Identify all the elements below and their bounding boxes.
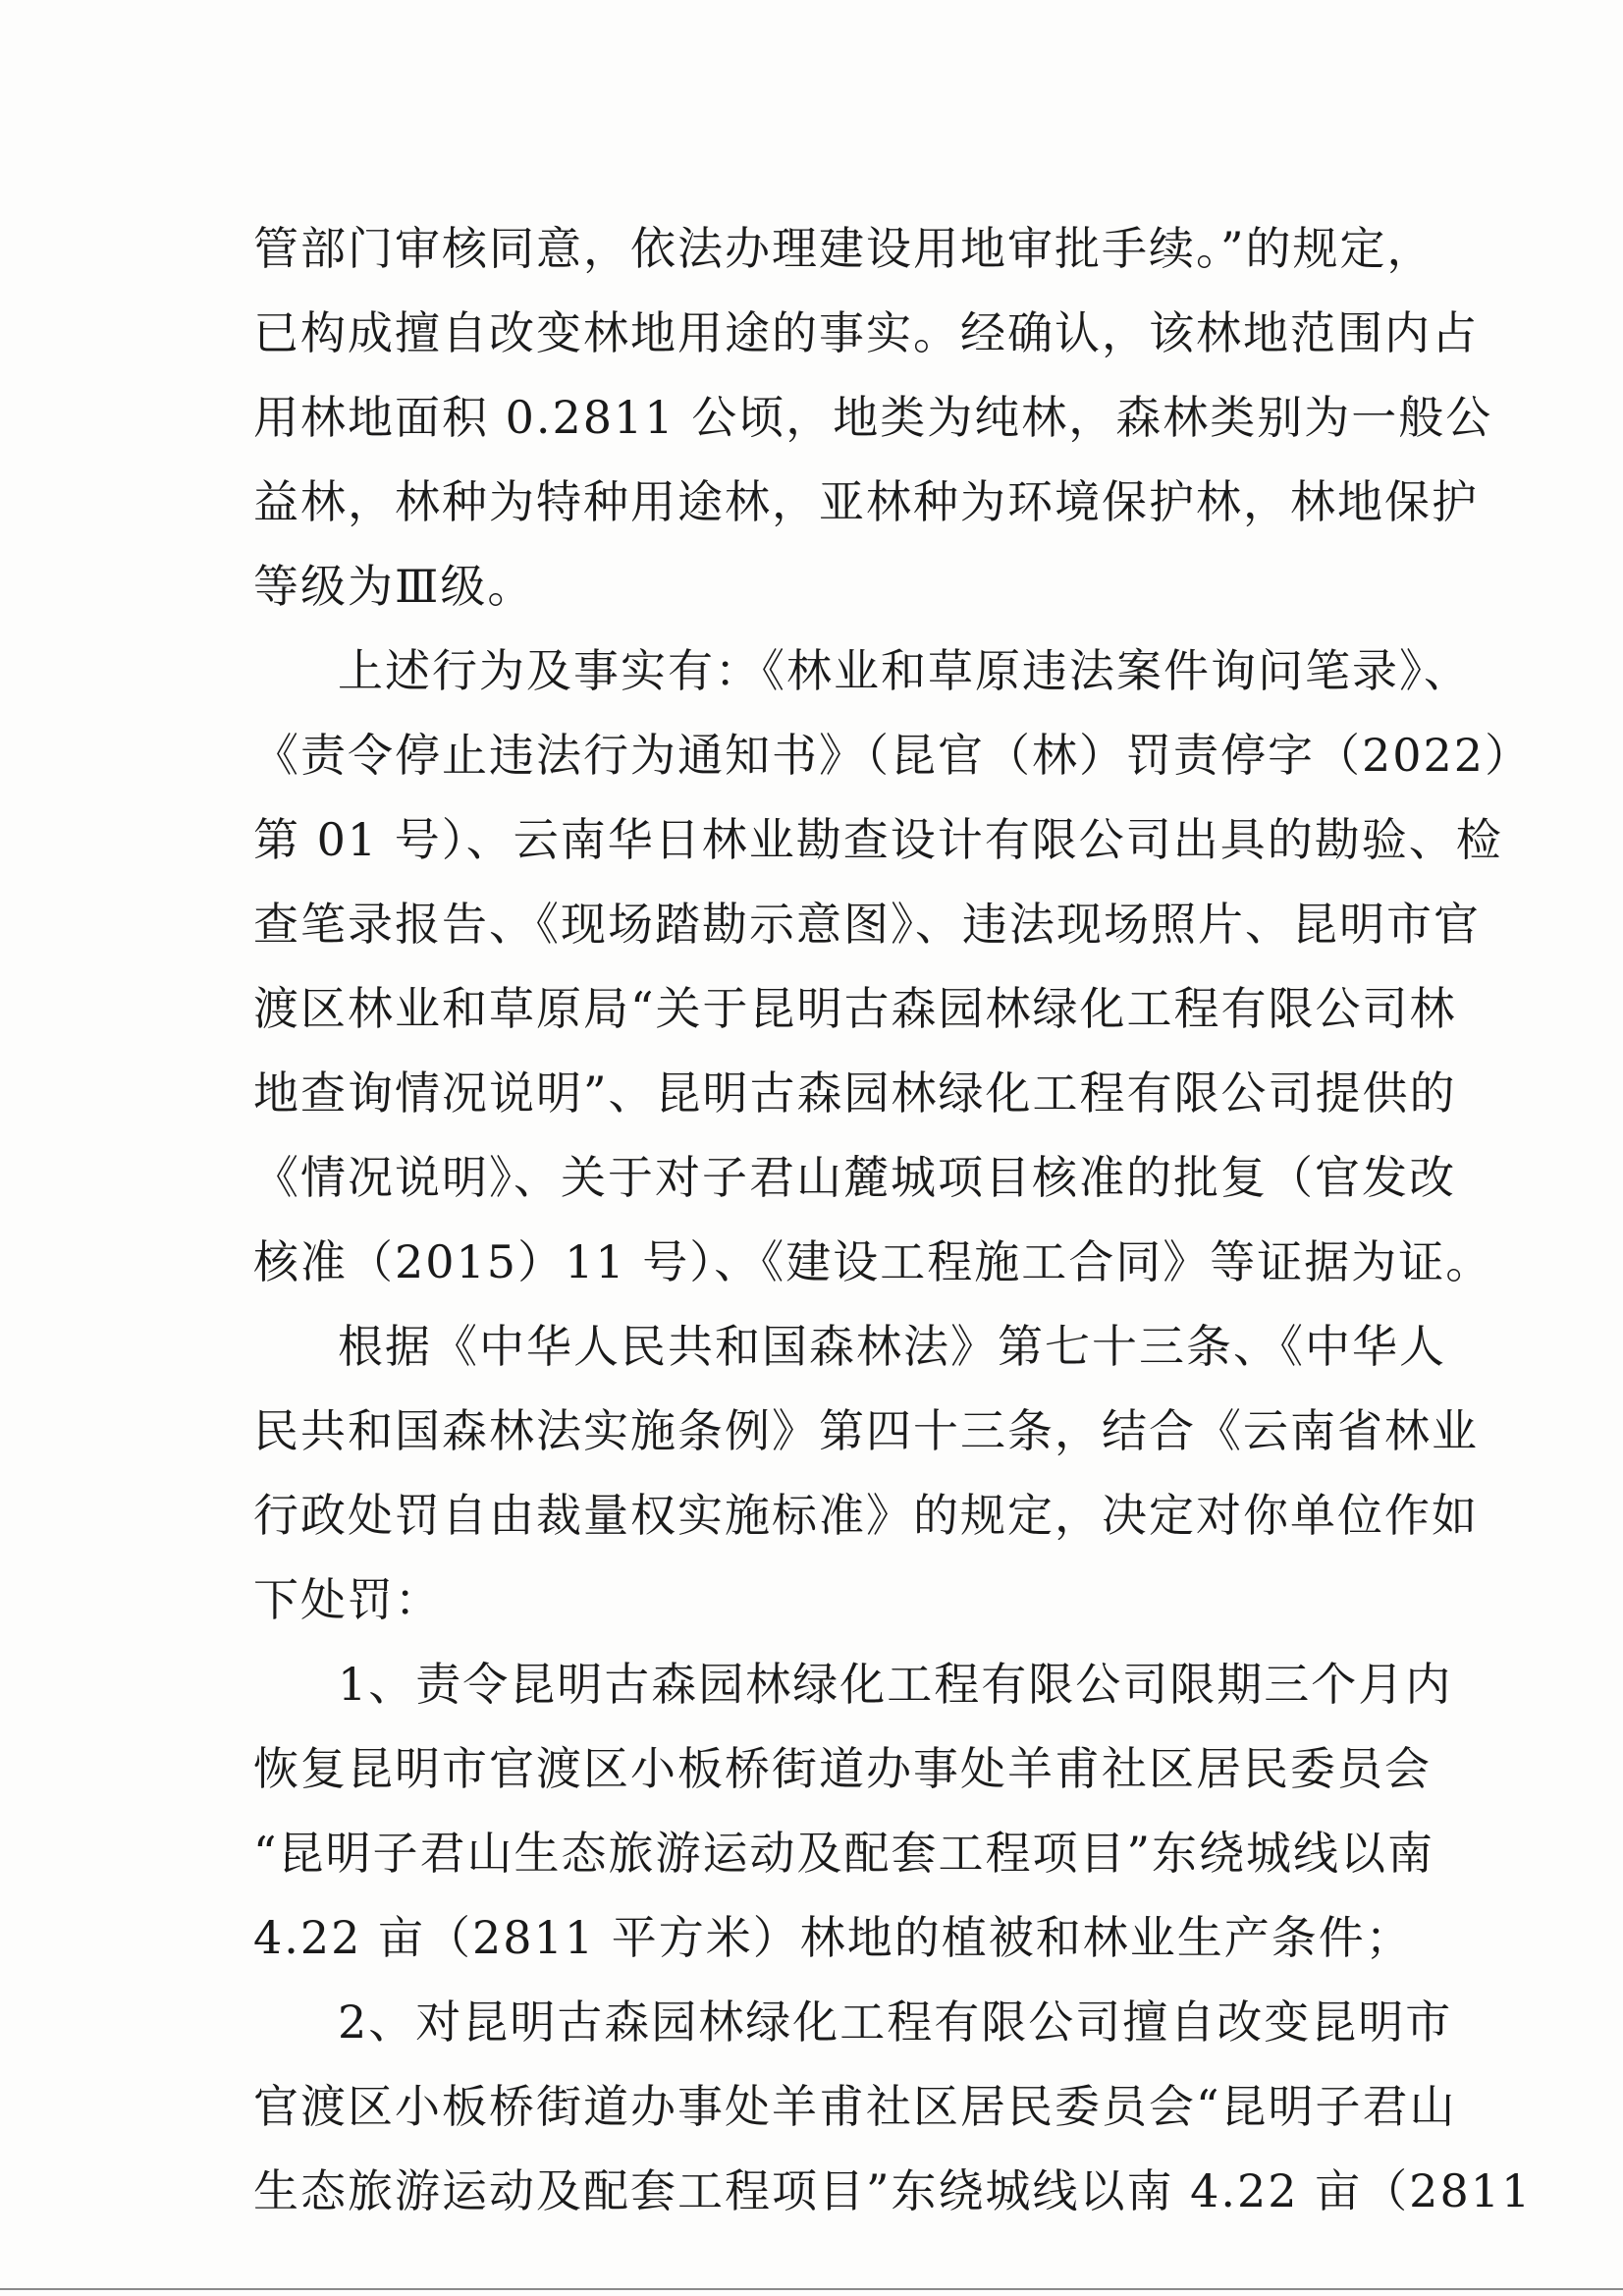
text-line: 第 01 号）、云南华日林业勘查设计有限公司出具的勘验、检 — [253, 813, 1503, 866]
body-text — [253, 206, 1533, 2233]
text-line: 行政处罚自由裁量权实施标准》的规定，决定对你单位作如 — [253, 1489, 1479, 1542]
text-line: 4.22 亩（2811 平方米）林地的植被和林业生产条件； — [253, 1911, 1413, 1964]
text-line: 渡区林业和草原局“关于昆明古森园林绿化工程有限公司林 — [253, 982, 1457, 1035]
text-line: 下处罚： — [253, 1573, 442, 1626]
text-line: 已构成擅自改变林地用途的事实。经确认，该林地范围内占 — [253, 306, 1479, 359]
text-line: 官渡区小板桥街道办事处羊甫社区居民委员会“昆明子君山 — [253, 2080, 1457, 2133]
text-line: 用林地面积 0.2811 公顷，地类为纯林，森林类别为一般公 — [253, 391, 1493, 444]
text-line: 管部门审核同意，依法办理建设用地审批手续。”的规定， — [253, 222, 1434, 275]
text-line: “昆明子君山生态旅游运动及配套工程项目”东绕城线以南 — [253, 1827, 1435, 1880]
text-line: 2、对昆明古森园林绿化工程有限公司擅自改变昆明市 — [338, 1995, 1453, 2049]
text-line: 益林，林种为特种用途林，亚林种为环境保护林，林地保护 — [253, 475, 1479, 528]
text-line: 根据《中华人民共和国森林法》第七十三条、《中华人 — [338, 1320, 1446, 1373]
text-line: 查笔录报告、《现场踏勘示意图》、违法现场照片、昆明市官 — [253, 898, 1481, 951]
text-line: 核准（2015）11 号）、《建设工程施工合同》等证据为证。 — [253, 1235, 1493, 1288]
text-line: 地查询情况说明”、昆明古森园林绿化工程有限公司提供的 — [253, 1066, 1457, 1120]
text-line: 《情况说明》、关于对子君山麓城项目核准的批复（官发改 — [253, 1151, 1456, 1204]
text-line: 生态旅游运动及配套工程项目”东绕城线以南 4.22 亩（2811 — [253, 2164, 1533, 2217]
scan-edge-line — [0, 2288, 1623, 2290]
text-line: 《责令停止违法行为通知书》（昆官（林）罚责停字（2022） — [253, 729, 1533, 782]
text-line: 恢复昆明市官渡区小板桥街道办事处羊甫社区居民委员会 — [253, 1742, 1432, 1795]
text-line: 民共和国森林法实施条例》第四十三条，结合《云南省林业 — [253, 1404, 1479, 1457]
text-line: 等级为Ⅲ级。 — [253, 560, 535, 613]
text-line: 1、责令昆明古森园林绿化工程有限公司限期三个月内 — [338, 1658, 1453, 1711]
text-line: 上述行为及事实有：《林业和草原违法案件询问笔录》、 — [338, 644, 1471, 697]
